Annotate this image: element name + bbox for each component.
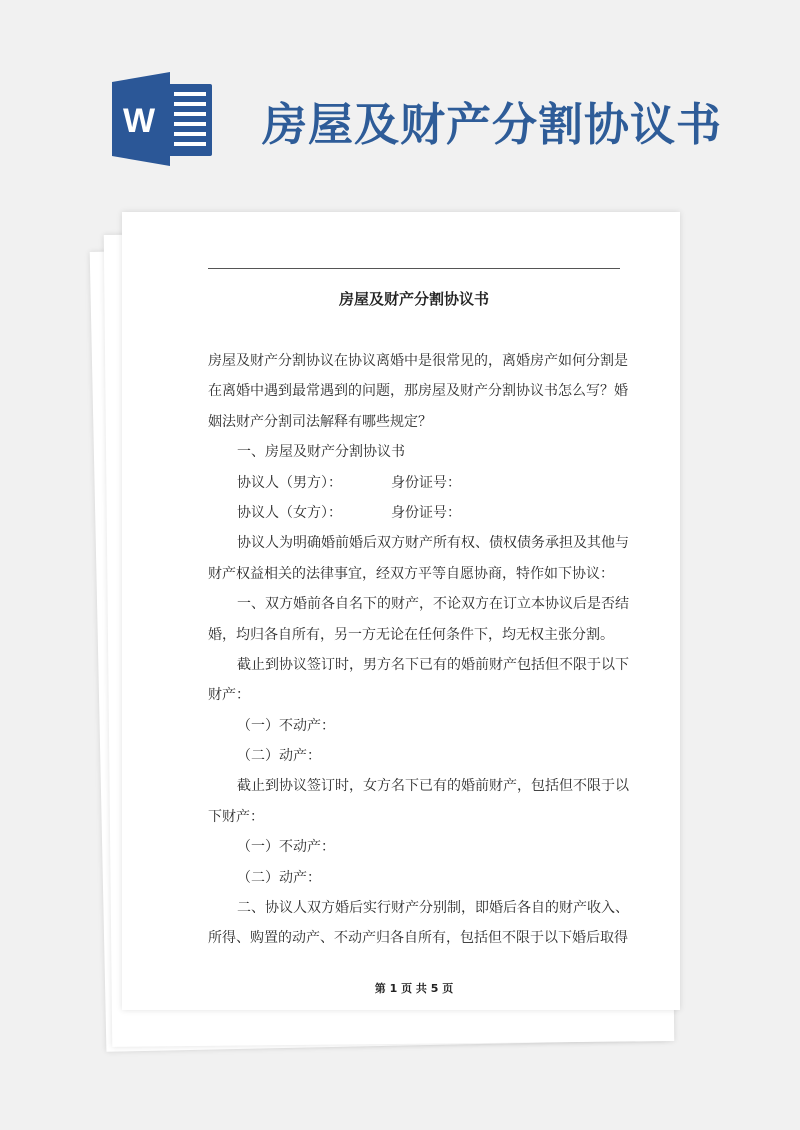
paragraph-line: 二、协议人双方婚后实行财产分别制，即婚后各自的财产收入、 (237, 900, 629, 917)
paragraph-line: 下财产： (208, 808, 264, 825)
page-footer: 第 1 页 共 5 页 (374, 982, 454, 995)
paragraph-line: 婚，均归各自所有，另一方无论在任何条件下，均无权主张分割。 (208, 626, 614, 643)
document-body (208, 346, 629, 954)
paragraph-line: （二）动产： (237, 869, 321, 886)
document-page (122, 212, 680, 1010)
paragraph-line: 房屋及财产分割协议在协议离婚中是很常见的，离婚房产如何分割是 (208, 353, 628, 369)
paragraph-line: 财产权益相关的法律事宜，经双方平等自愿协商，特作如下协议： (208, 565, 614, 582)
banner-title: 房屋及财产分割协议书 (262, 98, 723, 151)
paragraph-line: 财产： (208, 687, 250, 704)
paragraph-line: 在离婚中遇到最常遇到的问题，那房屋及财产分割协议书怎么写？婚 (208, 383, 628, 400)
paragraph-line: 一、双方婚前各自名下的财产，不论双方在订立本协议后是否结 (237, 596, 629, 613)
paragraph-line: 协议人为明确婚前婚后双方财产所有权、债权债务承担及其他与 (237, 535, 629, 552)
word-icon-letter: W (122, 102, 156, 140)
paragraph-line: 截止到协议签订时，男方名下已有的婚前财产包括但不限于以下 (237, 656, 629, 673)
paragraph-line: （一）不动产： (237, 839, 335, 856)
paragraph-line: 截止到协议签订时，女方名下已有的婚前财产，包括但不限于以 (237, 778, 629, 795)
header-rule (208, 268, 620, 269)
paragraph-line: 协议人（男方）： 身份证号： (237, 474, 461, 491)
paragraph-line: （二）动产： (237, 748, 321, 765)
paragraph-line: （一）不动产： (237, 717, 335, 734)
paragraph-line: 姻法财产分割司法解释有哪些规定？ (208, 413, 432, 430)
document-title: 房屋及财产分割协议书 (338, 290, 489, 308)
word-icon (112, 72, 214, 166)
paragraph-line: 所得、购置的动产、不动产归各自所有，包括但不限于以下婚后取得 (208, 930, 628, 947)
paragraph-line: 一、房屋及财产分割协议书 (237, 444, 405, 461)
paragraph-line: 协议人（女方）： 身份证号： (237, 504, 461, 521)
